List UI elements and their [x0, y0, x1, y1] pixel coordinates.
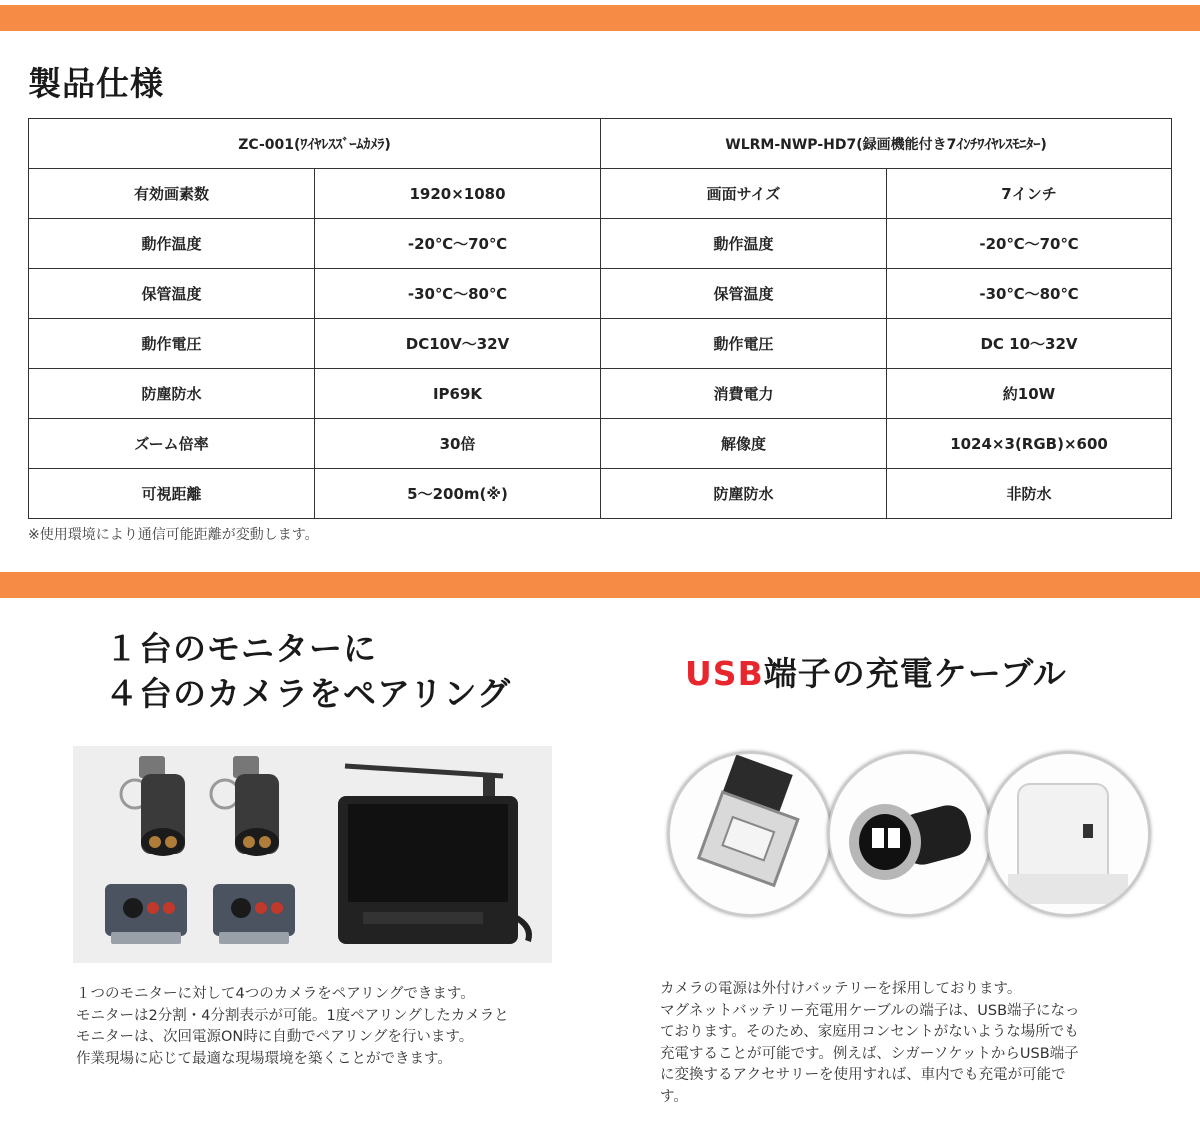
- usb-plug-icon: [699, 755, 798, 886]
- camera-spec-label: 有効画素数: [29, 169, 315, 219]
- monitor-spec-value: DC 10〜32V: [887, 319, 1172, 369]
- car-charger-icon: [849, 801, 976, 880]
- camera-spec-value: -20℃〜70℃: [315, 219, 601, 269]
- monitor-spec-label: 動作電圧: [601, 319, 887, 369]
- spec-table: [28, 118, 1172, 519]
- usb-title: [685, 648, 1067, 695]
- spec-heading: 製品仕様: [28, 64, 164, 103]
- bullet-camera-icon: [211, 756, 279, 856]
- box-camera-icon: [105, 884, 187, 944]
- camera-monitor-image: [73, 746, 552, 963]
- usb-title-accent: USB: [685, 654, 764, 693]
- camera-spec-label: 防塵防水: [29, 369, 315, 419]
- camera-spec-label: 可視距離: [29, 469, 315, 519]
- camera-header: ZC-001(ﾜｲﾔﾚｽｽﾞｰﾑｶﾒﾗ): [29, 119, 601, 169]
- usb-desc-line: カメラの電源は外付けバッテリーを採用しております。: [660, 981, 1022, 997]
- usb-desc-line: に変換するアクセサリーを使用すれば、車内でも充電が可能で: [660, 1067, 1066, 1083]
- monitor-spec-label: 動作温度: [601, 219, 887, 269]
- monitor-icon: [338, 766, 529, 944]
- usb-desc-line: マグネットバッテリー充電用ケーブルの端子は、USB端子になっ: [660, 1002, 1080, 1019]
- pairing-desc-line: モニターは、次回電源ON時に自動でペアリングを行います。: [76, 1029, 474, 1045]
- camera-spec-value: DC10V〜32V: [315, 319, 601, 369]
- table-row: [29, 369, 1172, 419]
- usb-desc-line: ております。そのため、家庭用コンセントがないような場所でも: [660, 1024, 1079, 1040]
- usb-title-rest: 端子の充電ケーブル: [763, 654, 1067, 693]
- monitor-spec-label: 画面サイズ: [601, 169, 887, 219]
- camera-spec-label: 動作電圧: [29, 319, 315, 369]
- pairing-title-line1: １台のモニターに: [105, 629, 377, 668]
- camera-spec-value: 1920×1080: [315, 169, 601, 219]
- usb-plug-image: [668, 752, 832, 916]
- camera-spec-value: IP69K: [315, 369, 601, 419]
- pairing-desc-line: 作業現場に応じて最適な現場環境を築くことができます。: [76, 1050, 452, 1067]
- table-row: [29, 319, 1172, 369]
- camera-spec-value: 30倍: [315, 419, 601, 469]
- pairing-title-line2: ４台のカメラをペアリング: [105, 674, 512, 713]
- pairing-desc-line: モニターは2分割・4分割表示が可能。1度ペアリングしたカメラと: [76, 1007, 509, 1024]
- section-accent-bar: [0, 572, 1200, 598]
- camera-spec-label: 動作温度: [29, 219, 315, 269]
- table-row: [29, 419, 1172, 469]
- monitor-spec-value: -30℃〜80℃: [887, 269, 1172, 319]
- usb-desc-line: 充電することが可能です。例えば、シガーソケットからUSB端子: [660, 1045, 1079, 1062]
- ac-adapter-image: [986, 752, 1150, 916]
- camera-spec-label: 保管温度: [29, 269, 315, 319]
- monitor-spec-label: 消費電力: [601, 369, 887, 419]
- pairing-description: [76, 984, 509, 1070]
- camera-spec-value: 5〜200m(※): [315, 469, 601, 519]
- monitor-spec-value: 非防水: [887, 469, 1172, 519]
- monitor-spec-label: 解像度: [601, 419, 887, 469]
- spec-header-row: [29, 119, 1172, 169]
- box-camera-icon: [213, 884, 295, 944]
- table-row: [29, 269, 1172, 319]
- bullet-camera-icon: [121, 756, 185, 856]
- top-accent-bar: [0, 5, 1200, 31]
- monitor-header: WLRM-NWP-HD7(録画機能付き7ｲﾝﾁﾜｲﾔﾚｽﾓﾆﾀｰ): [601, 119, 1172, 169]
- ac-adapter-icon: [1008, 784, 1128, 904]
- monitor-spec-value: -20℃〜70℃: [887, 219, 1172, 269]
- monitor-spec-value: 1024×3(RGB)×600: [887, 419, 1172, 469]
- monitor-spec-label: 保管温度: [601, 269, 887, 319]
- camera-spec-label: ズーム倍率: [29, 419, 315, 469]
- pairing-desc-line: １つのモニターに対して4つのカメラをペアリングできます。: [76, 986, 475, 1002]
- pairing-title: [105, 626, 511, 716]
- usb-description: [660, 979, 1080, 1108]
- table-row: [29, 169, 1172, 219]
- monitor-spec-value: 約10W: [887, 369, 1172, 419]
- monitor-spec-value: 7インチ: [887, 169, 1172, 219]
- car-charger-image: [828, 752, 992, 916]
- camera-spec-value: -30℃〜80℃: [315, 269, 601, 319]
- usb-desc-line: す。: [660, 1088, 688, 1105]
- spec-note: ※使用環境により通信可能距離が変動します。: [28, 527, 319, 543]
- monitor-spec-label: 防塵防水: [601, 469, 887, 519]
- table-row: [29, 469, 1172, 519]
- table-row: [29, 219, 1172, 269]
